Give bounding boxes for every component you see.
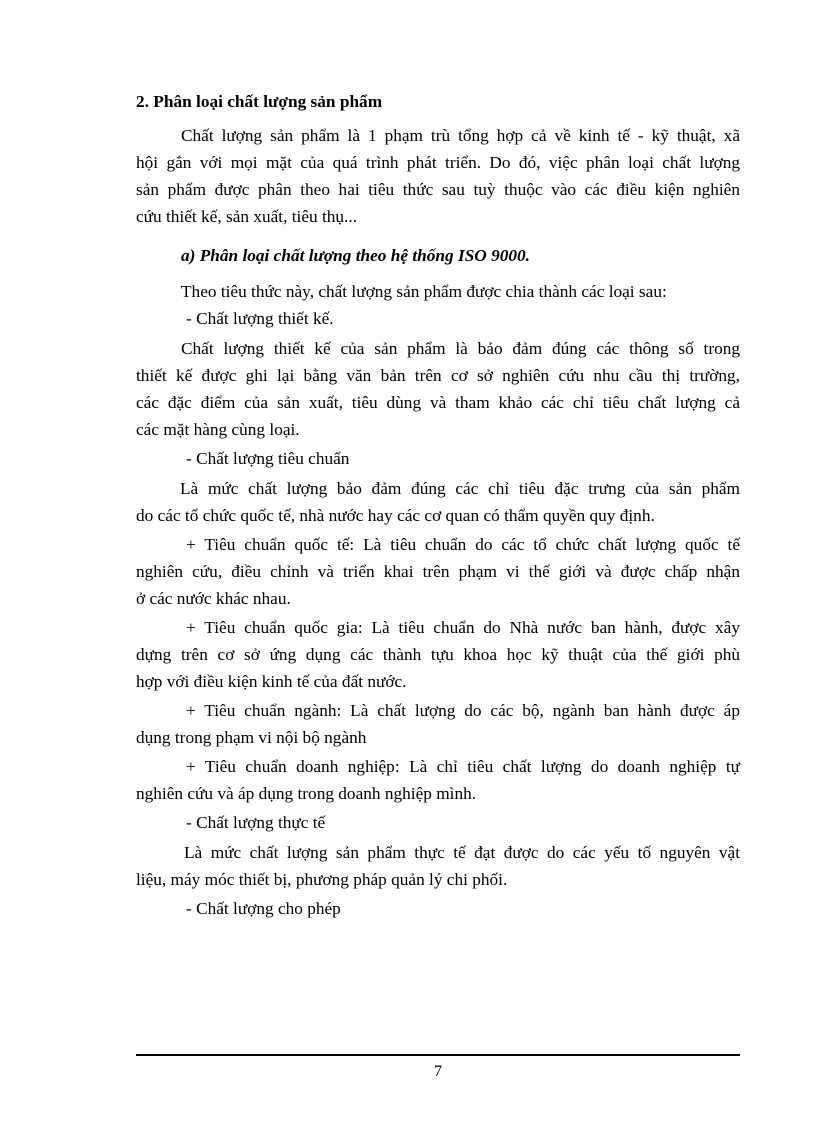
paragraph-line: + Tiêu chuẩn quốc gia: Là tiêu chuẩn do Nhà nước ban hành, được xây [186,618,740,637]
list-heading: - Chất lượng cho phép [186,899,341,918]
paragraph-line: + Tiêu chuẩn doanh nghiệp: Là chỉ tiêu chất lượng do doanh nghiệp tự [186,757,740,776]
paragraph-line: nghiên cứu, điều chỉnh và triển khai trên phạm vi thế giới và được chấp nhận [136,562,740,581]
list-heading: - Chất lượng thiết kế. [186,309,334,328]
paragraph-line: Là mức chất lượng bảo đảm đúng các chỉ tiêu đặc trưng của sản phẩm [180,479,740,498]
paragraph-line: liệu, máy móc thiết bị, phương pháp quản lý chi phối. [136,870,508,889]
paragraph-line: Theo tiêu thức này, chất lượng sản phẩm được chia thành các loại sau: [181,282,667,301]
paragraph-line: + Tiêu chuẩn quốc tế: Là tiêu chuẩn do các tổ chức chất lượng quốc tế [186,535,740,554]
paragraph-line: Là mức chất lượng sản phẩm thực tế đạt được do các yếu tố nguyên vật [184,843,740,862]
paragraph-line: các mặt hàng cùng loại. [136,420,300,439]
paragraph-line: thiết kế được ghi lại bằng văn bản trên cơ sở nghiên cứu nhu cầu thị trường, [136,366,740,385]
paragraph-line: cứu thiết kế, sản xuất, tiêu thụ... [136,207,358,226]
paragraph-line: sản phẩm được phân theo hai tiêu thức sau tuỳ thuộc vào các điều kiện nghiên [136,180,740,199]
paragraph-line: Chất lượng thiết kế của sản phẩm là bảo đảm đúng các thông số trong [181,339,740,358]
paragraph-line: do các tổ chức quốc tế, nhà nước hay các cơ quan có thẩm quyền quy định. [136,506,655,525]
paragraph-line: hợp với điều kiện kinh tế của đất nước. [136,672,407,691]
paragraph-line: dựng trên cơ sở ứng dụng các thành tựu khoa học kỹ thuật của thế giới phù [136,645,740,664]
paragraph-line: nghiên cứu và áp dụng trong doanh nghiệp mình. [136,784,477,803]
paragraph-line: + Tiêu chuẩn ngành: Là chất lượng do các bộ, ngành ban hành được áp [186,701,740,720]
list-heading: - Chất lượng tiêu chuẩn [186,449,350,468]
list-heading: - Chất lượng thực tế [186,813,326,832]
footer-divider [136,1054,740,1056]
paragraph-line: hội gắn với mọi mặt của quá trình phát triển. Do đó, việc phân loại chất lượng [136,153,740,172]
paragraph-line: dụng trong phạm vi nội bộ ngành [136,728,367,747]
page-number: 7 [434,1063,442,1080]
paragraph-line: Chất lượng sản phẩm là 1 phạm trù tổng hợp cả về kinh tế - kỹ thuật, xã [181,126,740,145]
paragraph-line: các đặc điểm của sản xuất, tiêu dùng và tham khảo các chỉ tiêu chất lượng cả [136,393,740,412]
paragraph-line: ở các nước khác nhau. [136,589,291,608]
section-title: 2. Phân loại chất lượng sản phẩm [136,92,383,111]
subsection-title: a) Phân loại chất lượng theo hệ thống ISO 9000. [181,246,530,265]
